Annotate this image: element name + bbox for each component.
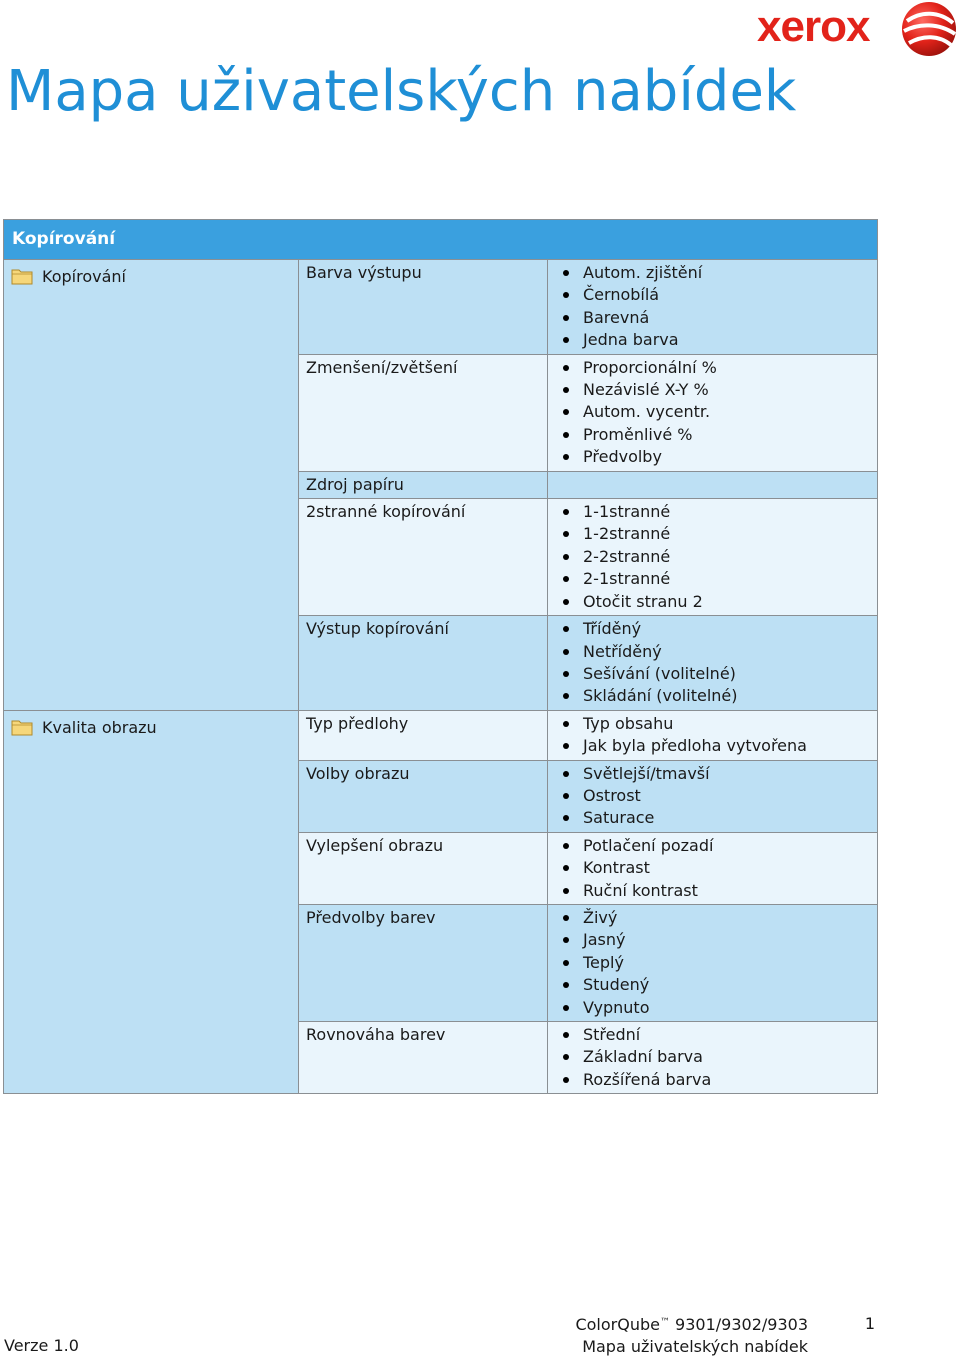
option-item: 2-2stranné: [555, 546, 871, 568]
option-item: Netříděný: [555, 641, 871, 663]
category-label: Kopírování: [42, 267, 126, 286]
category-cell: [4, 710, 299, 1094]
option-item: Předvolby: [555, 446, 871, 468]
option-item: Ruční kontrast: [555, 880, 871, 902]
option-item: 1-1stranné: [555, 501, 871, 523]
option-item: Živý: [555, 907, 871, 929]
option-item: Potlačení pozadí: [555, 835, 871, 857]
category-cell: [4, 260, 299, 711]
options-list: [555, 835, 871, 902]
menu-item-label: Předvolby barev: [299, 904, 548, 1021]
footer-product-models: 9301/9302/9303: [669, 1315, 808, 1334]
menu-item-options: [548, 760, 878, 832]
menu-item-options: [548, 499, 878, 616]
menu-item-label: 2stranné kopírování: [299, 499, 548, 616]
footer-trademark: ™: [659, 1317, 670, 1328]
menu-item-options: [548, 1022, 878, 1094]
option-item: Vypnuto: [555, 997, 871, 1019]
option-item: Rozšířená barva: [555, 1069, 871, 1091]
option-item: Jedna barva: [555, 329, 871, 351]
menu-item-options: [548, 904, 878, 1021]
option-item: Základní barva: [555, 1046, 871, 1068]
folder-icon: [11, 718, 33, 736]
xerox-logo: [757, 0, 957, 58]
options-list: [555, 907, 871, 1019]
option-item: Otočit stranu 2: [555, 591, 871, 613]
option-item: 1-2stranné: [555, 523, 871, 545]
footer-product: [560, 1312, 808, 1358]
options-list: [555, 262, 871, 352]
menu-item-options: [548, 710, 878, 760]
xerox-sphere-icon: [901, 1, 957, 57]
option-item: Autom. vycentr.: [555, 401, 871, 423]
option-item: Jasný: [555, 929, 871, 951]
option-item: Saturace: [555, 807, 871, 829]
option-item: Teplý: [555, 952, 871, 974]
option-item: Studený: [555, 974, 871, 996]
menu-item-label: Rovnováha barev: [299, 1022, 548, 1094]
menu-item-label: Zdroj papíru: [299, 471, 548, 498]
options-list: [555, 763, 871, 830]
option-item: Nezávislé X-Y %: [555, 379, 871, 401]
menu-item-options: [548, 832, 878, 904]
page-title: Mapa uživatelských nabídek: [6, 59, 797, 124]
option-item: Typ obsahu: [555, 713, 871, 735]
option-item: Autom. zjištění: [555, 262, 871, 284]
section-header: Kopírování: [4, 220, 878, 260]
option-item: Kontrast: [555, 857, 871, 879]
option-item: Ostrost: [555, 785, 871, 807]
option-item: Proporcionální %: [555, 357, 871, 379]
options-list: [555, 501, 871, 613]
menu-row: [4, 260, 878, 355]
options-list: [555, 1024, 871, 1091]
menu-map-table: [3, 219, 878, 1094]
menu-item-label: Zmenšení/zvětšení: [299, 354, 548, 471]
footer-doc-name: Mapa uživatelských nabídek: [582, 1337, 808, 1356]
option-item: Střední: [555, 1024, 871, 1046]
menu-item-options: [548, 260, 878, 355]
xerox-logo-text: xerox: [757, 2, 870, 51]
menu-item-label: Volby obrazu: [299, 760, 548, 832]
menu-body: [4, 260, 878, 1094]
menu-item-label: Barva výstupu: [299, 260, 548, 355]
menu-item-label: Typ předlohy: [299, 710, 548, 760]
footer-version: Verze 1.0: [4, 1336, 79, 1355]
menu-item-options: [548, 471, 878, 498]
menu-item-options: [548, 616, 878, 711]
option-item: Tříděný: [555, 618, 871, 640]
menu-row: [4, 710, 878, 760]
option-item: Jak byla předloha vytvořena: [555, 735, 871, 757]
option-item: Proměnlivé %: [555, 424, 871, 446]
option-item: Černobílá: [555, 284, 871, 306]
options-list: [555, 713, 871, 758]
options-list: [555, 618, 871, 708]
option-item: Sešívání (volitelné): [555, 663, 871, 685]
options-list: [555, 357, 871, 469]
category-label: Kvalita obrazu: [42, 717, 157, 737]
menu-item-options: [548, 354, 878, 471]
folder-icon: [11, 267, 33, 285]
footer-product-name: ColorQube: [575, 1315, 660, 1334]
option-item: Skládání (volitelné): [555, 685, 871, 707]
menu-item-label: Vylepšení obrazu: [299, 832, 548, 904]
option-item: Barevná: [555, 307, 871, 329]
option-item: Světlejší/tmavší: [555, 763, 871, 785]
menu-item-label: Výstup kopírování: [299, 616, 548, 711]
footer-page-number: 1: [864, 1314, 875, 1333]
footer-product-line: [560, 1312, 808, 1336]
option-item: 2-1stranné: [555, 568, 871, 590]
